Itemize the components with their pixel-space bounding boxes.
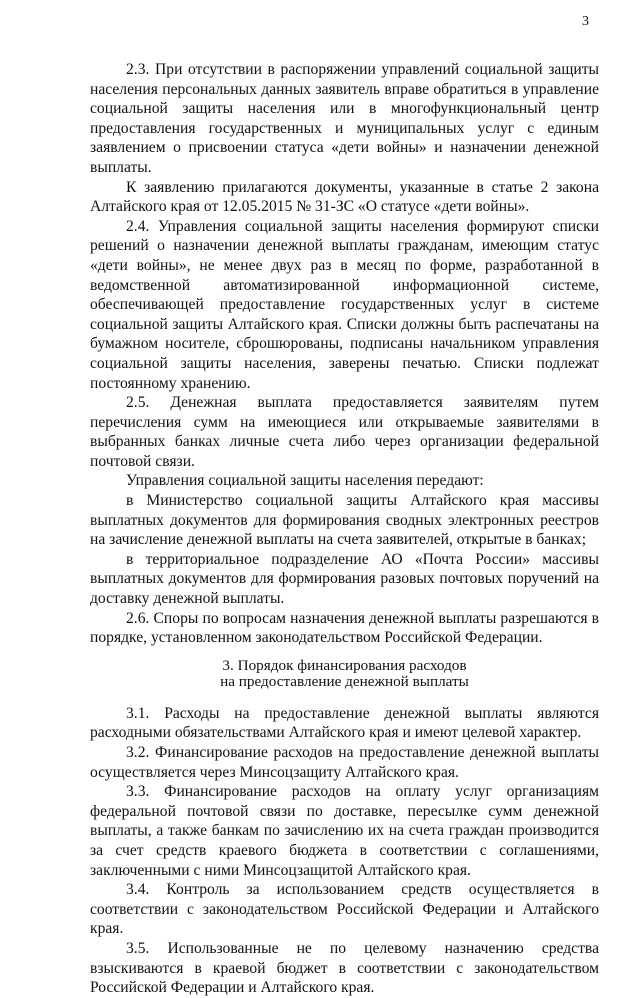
paragraph-post-transfer: в территориальное подразделение АО «Почта России» массивы выплатных документов для формирования разовых почтовых поручений на доставку денежной выплаты. bbox=[90, 550, 599, 608]
page-number: 3 bbox=[582, 14, 589, 29]
paragraph-2-6: 2.6. Споры по вопросам назначения денежной выплаты разрешаются в порядке, установленном законодательством Российской Федерации. bbox=[90, 609, 599, 647]
paragraph-attachments: К заявлению прилагаются документы, указанные в статье 2 закона Алтайского края от 12.05.2015 № 31-ЗС «О статусе «дети войны». bbox=[90, 178, 599, 216]
document-body bbox=[90, 60, 599, 998]
paragraph-3-5: 3.5. Использованные не по целевому назначению средства взыскиваются в краевой бюджет в соответствии с законодательством Российской Федерации и Алтайского края. bbox=[90, 939, 599, 997]
section-heading bbox=[90, 658, 599, 690]
paragraph-ministry-transfer: в Министерство социальной защиты Алтайского края массивы выплатных документов для формирования сводных электронных реестров на зачисление денежной выплаты на счета заявителей, открытые в банках; bbox=[90, 492, 599, 549]
paragraph-2-3: 2.3. При отсутствии в распоряжении управлений социальной защиты населения персональных данных заявитель вправе обратиться в управление социальной защиты населения или в многофункциональный центр предоставления государственных и муниципальных услуг с единым заявлением о присвоении статуса «дети войны» и назначении денежной выплаты. bbox=[90, 61, 599, 176]
paragraph-3-3: 3.3. Финансирование расходов на оплату услуг организациям федеральной почтовой связи по доставке, пересылке сумм денежной выплаты, а также банкам по зачислению их на счета граждан производится за счет средств краевого бюджета в соответствии с соглашениями, заключенными с ними Минсоцзащитой Алтайского края. bbox=[90, 783, 599, 879]
paragraph-2-4: 2.4. Управления социальной защиты населения формируют списки решений о назначении денежной выплаты гражданам, имеющим статус «дети войны», не менее двух раз в месяц по форме, разработанной в ведомственной автоматизированной информационной системе, обеспечивающей предоставление государственных услуг в системе социальной защиты Алтайского края. Списки должны быть распечатаны на бумажном носителе, сброшюрованы, подписаны начальником управления социальной защиты населения, заверены печатью. Списки подлежат постоянному хранению. bbox=[90, 217, 599, 392]
paragraph-3-4: 3.4. Контроль за использованием средств осуществляется в соответствии с законодательством Российской Федерации и Алтайского края. bbox=[90, 881, 599, 938]
section-heading-line-2: на предоставление денежной выплаты bbox=[220, 672, 469, 690]
paragraph-transfer-intro: Управления социальной защиты населения передают: bbox=[126, 472, 484, 490]
section-heading-line-1: 3. Порядок финансирования расходов bbox=[222, 656, 467, 674]
paragraph-2-5: 2.5. Денежная выплата предоставляется заявителям путем перечисления сумм на имеющиеся или открываемые заявителями в выбранных банках личные счета либо через организации федеральной почтовой связи. bbox=[90, 394, 599, 470]
paragraph-3-2: 3.2. Финансирование расходов на предоставление денежной выплаты осуществляется через Минсоцзащиту Алтайского края. bbox=[90, 744, 599, 781]
paragraph-3-1: 3.1. Расходы на предоставление денежной выплаты являются расходными обязательствами Алтайского края и имеют целевой характер. bbox=[90, 704, 599, 742]
